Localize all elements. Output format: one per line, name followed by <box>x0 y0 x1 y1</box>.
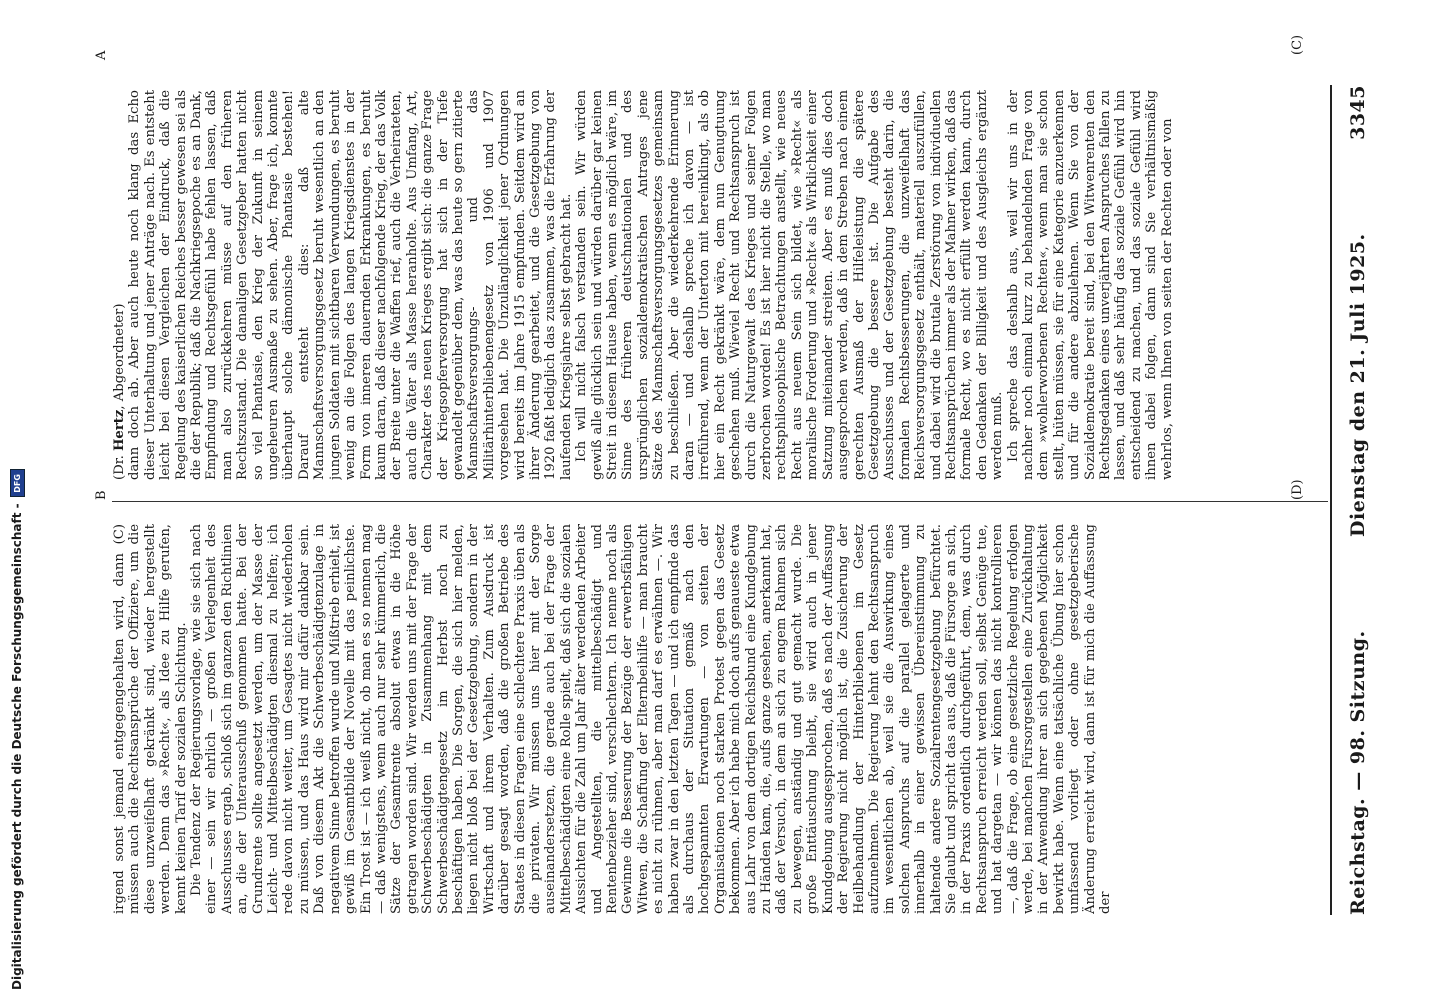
speaker-line: (Dr. Hertz, Abgeordneter) <box>112 303 127 480</box>
paragraph: Ich spreche das deshalb aus, weil wir uns in der nachher noch einmal kurz zu behandelnden Frage von dem »wohlerworbenen Rechten«, wenn man sie schon stellt, hüten müssen, sie für eine Kategorie anzuerkennen und für die andere abzulehnen. Wenn Sie von der Sozialdemokratie bereit sind, bei den Witwenrenten den Rechtsgedanken eines unverjährten Anspruches fallen zu lassen, und daß sehr häufig das soziale Gefühl wird hin entscheidend zu machen, und das soziale Gefühl wird ihnen dabei folgen, dann sind Sie verhältnismäßig wehrlos, wenn Ihnen von seiten der Rechten oder von <box>1005 90 1175 480</box>
header-right: Dienstag den 21. Juli 1925. <box>1347 233 1369 537</box>
paragraph: Ich will nicht falsch verstanden sein. Wir würden gewiß alle glücklich sein und würden darüber gar keinen Streit in diesem Hause haben, wenn es möglich wäre, im Sinne des früheren deutschnationalen und des ursprünglichen sozialdemokratischen Antrages jene Sätze des Mannschaftsversorgungsgesetzes gemeinsam zu beschließen. Aber die wiederkehrende Erinnerung daran — und deshalb spreche ich davon — ist irreführend, wenn der Unterton mit hereinklingt, als ob hier ein Recht gekränkt wäre, dem nun Genugtuung geschehen muß. Wieviel Recht und Rechtsanspruch ist durch die Naturgewalt des Krieges und seiner Folgen zerbrochen worden! Es ist hier nicht die Stelle, wo man rechtsphilosophische Betrachtungen anstellt, wie neues Recht aus neuem Sein sich bildet, wie »Recht« als moralische Forderung und »Recht« als Wirklichkeit einer Satzung miteinander streiten. Aber es muß dies doch ausgesprochen werden, daß in dem Streben nach einem gerechten Ausmaß der Hilfeleistung die spätere Gesetzgebung die bessere ist. Die Aufgabe des Ausschusses und der Gesetzgebung besteht darin, die formalen Rechtsbesserungen, die unzweifelhaft das Reichsversorgungsgesetz enthält, materiell auszufüllen, und dabei wird die brutale Zerstörung von individuellen Rechtsansprüchen immer als der Mahner wirken, daß das formale Recht, wo es nicht erfüllt werden kann, durch den Gedanken der Billigkeit und des Ausgleichs ergänzt werden muß. <box>574 90 1006 480</box>
right-column <box>112 524 1328 914</box>
speaker-name: Hertz <box>112 409 127 452</box>
margin-letter-a: A <box>94 50 109 60</box>
speaker-suffix: Abgeordneter) <box>112 303 127 402</box>
column-divider <box>112 501 1328 502</box>
margin-letter-b: B <box>94 490 109 500</box>
header-left: Reichstag. — 98. Sitzung. <box>1347 630 1369 915</box>
paragraph: Die Tendenz der Regierungsvorlage, wie sie sich nach einer — sein wir ehrlich — großen Verlegenheit des Ausschusses ergab, schloß sich im ganzen den Richtlinien an, die der Unterausschuß genommen hatte. Bei der Grundrente sollte angesetzt werden, um der Masse der Leicht- und Mittelbeschädigten diesmal zu helfen; ich rede davon nicht weiter, um Gesagtes nicht wiederholen zu müssen, und das Haus wird mir dafür dankbar sein. Daß von diesem Akt die Schwerbeschädigtenzulage in negativem Sinne betroffen wurde und Mißtrieb erhielt, ist gewiß im Gesamtbilde der Novelle mit das peinlichste. Ein Trost ist — ich weiß nicht, ob man es so nennen mag — daß wenigstens, wenn auch nur sehr kümmerlich, die Sätze der Gesamtrente absolut etwas in die Höhe getragen worden sind. Wir werden uns mit der Frage der Schwerbeschädigten in Zusammenhang mit dem Schwerbeschädigtengesetz im Herbst noch zu beschäftigen haben. Die Sorgen, die sich hier melden, liegen nicht bloß bei der Gesetzgebung, sondern in der Wirtschaft und ihrem Verhalten. Zum Ausdruck ist darüber gesagt worden, daß die großen Betriebe des Staates in diesen Fragen eine schlechtere Praxis üben als die privaten. Wir müssen uns hier mit der Sorge auseinandersetzen, die gerade auch bei der Frage der Mittelbeschädigten eine Rolle spielt, daß sich die sozialen Aussichten für die Zahl um Jahr älter werdenden Arbeiter und Angestellten, die mittelbeschädigt und Rentenbezieher sind, verschlechtern. Ich nenne noch als Gewinne die Besserung der Bezüge der erwerbsfähigen Witwen, die Schaffung der Elternbeihilfe — man braucht es nicht zu rühmen, aber man darf es erwähnen —. Wir haben zwar in den letzten Tagen — und ich empfinde das als durchaus der Situation gemäß nach den hochgespannten Erwartungen — von seiten der Organisationen noch starken Protest gegen das Gesetz bekommen. Aber ich habe mich doch aufs genaueste etwa aus Lahr von dem dortigen Reichsbund eine Kundgebung zu Händen kam, die, aufs ganze gesehen, anerkannt hat, daß der Versuch, in dem an sich zu engem Rahmen sich zu bewegen, anständig und gut gemacht wurde. Die große Enttäuschung bleibt, sie wird auch in jener Kundgebung ausgesprochen, daß es nach der Auffassung der Regierung nicht möglich ist, die Zusicherung der Heilbehandlung der Hinterbliebenen im Gesetz aufzunehmen. Die Regierung lehnt den Rechtsanspruch im wesentlichen ab, weil sie die Auswirkung eines solchen Anspruchs auf die parallel gelagerte und innerhalb in einer gewissen Übereinstimmung zu haltende andere Sozialrentengesetzgebung befürchtet. Sie glaubt und spricht das aus, daß die Fürsorge an sich, in der Praxis ordentlich durchgeführt, dem, was durch Rechtsanspruch erreicht werden soll, selbst Genüge tue, und hat dargetan — wir können das nicht kontrollieren —, daß die Frage, ob eine gesetzliche Regelung erfolgen werde, bei manchen Fürsorgestellen eine Zurückhaltung in der Anwendung ihrer an sich gegebenen Möglichkeit bewirkt habe. Wenn eine tatsächliche Übung hier schon umfassend vorliegt oder ohne gesetzgeberische Änderung erreicht wird, dann ist für mich die Auffassung der <box>189 524 1113 914</box>
margin-letter-c: (C) <box>1290 34 1305 55</box>
credit-text: Digitalisierung gefördert durch die Deutsche Forschungsgemeinschaft - <box>10 503 24 990</box>
page-number: 3345 <box>1347 85 1369 140</box>
paragraph: irgend sonst jemand entgegengehalten wird, dann (C) müssen auch die Rechtsansprüche der Offiziere, um die diese unzweifelhaft gekränkt sind, wieder hergestellt werden. Denn das »Recht«, als Idee zu Hilfe gerufen, kennt keinen Tarif der sozialen Schichtung. <box>112 524 189 914</box>
dfg-logo-icon: DFG <box>10 469 25 497</box>
margin-letter-d: (D) <box>1290 479 1305 500</box>
speaker-prefix: (Dr. <box>112 455 127 480</box>
paragraph: dann doch ab. Aber auch heute noch klang das Echo dieser Unterhaltung und jener Anträge nach. Es entsteht leicht bei diesen Vergleichen der Eindruck, daß die Regelung des kaiserlichen Reiches besser gewesen sei als die der Republik; daß die Nachkriegsepoche es an Dank, Empfindung und Rechtsgefühl habe fehlen lassen, daß man also zurückkehren müsse auf den früheren Rechtszustand. Die damaligen Gesetzgeber hatten nicht so viel Phantasie, den Krieg der Zukunft in seinem ungeheuren Ausmaße zu sehen. Aber, frage ich, konnte überhaupt solche dämonische Phantasie bestehen! Darauf entsteht dies: daß alte Mannschaftsversorgungsgesetz beruht wesentlich an den jungen Soldaten mit sichtbaren Verwundungen, es beruht wenig an die Folgen des langen Kriegsdienstes in der Form von inneren dauernden Erkrankungen, es beruht kaum daran, daß dieser nachfolgende Krieg, der das Volk der Breite unter die Waffen rief, auch die Verheirateten, auch die Väter als Masse heranholte. Aus Umfang, Art, Charakter des neuen Krieges ergibt sich: die ganze Frage der Kriegsopferversorgung hat sich in der Tiefe gewandelt gegenüber dem, was das heute so gern zitierte Mannschaftsversorgungs- und das Militärhinterbliebenengesetz von 1906 und 1907 vorgesehen hat. Die Unzulänglichkeit jener Ordnungen wird bereits im Jahre 1915 empfunden. Seitdem wird an ihrer Änderung gearbeitet, und die Gesetzgebung von 1920 faßt lediglich das zusammen, was die Erfahrung der laufenden Kriegsjahre selbst gebracht hat. <box>127 90 574 480</box>
digitization-credit <box>6 10 28 990</box>
left-column <box>112 90 1328 480</box>
page-header <box>1338 85 1378 915</box>
header-rule <box>1330 85 1332 915</box>
